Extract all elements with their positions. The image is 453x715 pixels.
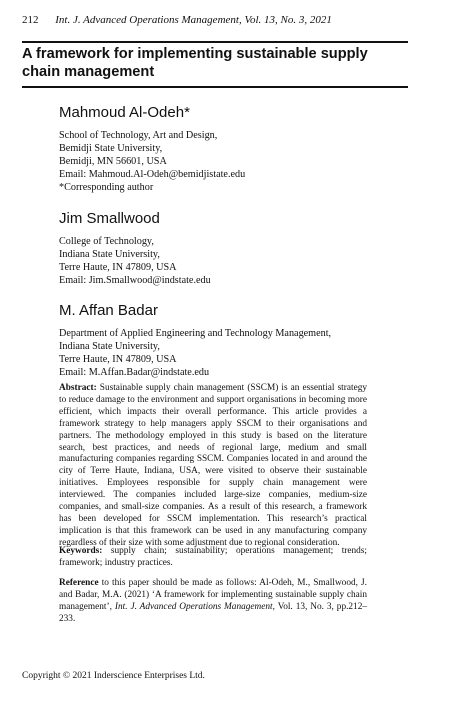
keywords	[59, 546, 367, 570]
title-rule-bottom	[22, 86, 408, 88]
title-rule-top	[22, 41, 408, 43]
affiliation-line: Department of Applied Engineering and Technology Management,	[59, 328, 332, 339]
affiliation-line: Terre Haute, IN 47809, USA	[59, 354, 177, 365]
affiliation-line: Bemidji State University,	[59, 143, 163, 154]
affiliation-line: Bemidji, MN 56601, USA	[59, 156, 167, 167]
keywords-text: supply chain; sustainability; operations management; trends; framework; industry practices.	[59, 546, 368, 568]
paper-title	[22, 46, 408, 81]
author-block-3	[59, 302, 379, 379]
keywords-label: Keywords:	[59, 546, 103, 556]
affiliation-line: Terre Haute, IN 47809, USA	[59, 262, 177, 273]
page-number: 212	[22, 14, 39, 26]
copyright: Copyright © 2021 Inderscience Enterprises Ltd.	[22, 671, 205, 681]
paper-title-line-2: chain management	[22, 63, 155, 80]
affiliation-line: Indiana State University,	[59, 341, 160, 352]
affiliation-line: School of Technology, Art and Design,	[59, 130, 218, 141]
author-name: Mahmoud Al-Odeh*	[59, 104, 190, 121]
author-block-1	[59, 104, 379, 194]
paper-title-line-1: A framework for implementing sustainable supply	[22, 46, 368, 62]
reference	[59, 578, 367, 626]
author-email: Email: Jim.Smallwood@indstate.edu	[59, 275, 211, 286]
abstract-label: Abstract:	[59, 383, 97, 393]
abstract	[59, 383, 367, 550]
reference-text: to this paper should be made as follows: Al-Odeh, M., Smallwood, J. and Badar, M.A. (2021) ‘A framework for implementing sustainable supply chain management’,	[59, 578, 367, 612]
author-name: Jim Smallwood	[59, 210, 160, 227]
running-header	[22, 14, 332, 26]
reference-pages: , Vol. 13, No. 3, pp.212–233.	[59, 601, 368, 624]
author-name: M. Affan Badar	[59, 302, 158, 319]
reference-label: Reference	[59, 578, 99, 588]
author-block-2	[59, 210, 379, 287]
journal-citation: Int. J. Advanced Operations Management, Vol. 13, No. 3, 2021	[55, 14, 332, 26]
author-email: Email: Mahmoud.Al-Odeh@bemidjistate.edu	[59, 169, 246, 180]
corresponding-note: *Corresponding author	[59, 182, 154, 193]
affiliation-line: Indiana State University,	[59, 249, 160, 260]
abstract-text: Sustainable supply chain management (SSCM) is an essential strategy to reduce damage to the environment and support organisations in becoming more efficient, which impacts their overall performance. This article provides a framework strategy to help managers apply SSCM to their organisations and partners. The methodology employed in this study is based on the literature search, best practices, and needs of regional large, medium and small manufacturing companies regarding SSCM. Companies located in and around the city of Terre Haute, Indiana, USA, were visited to observe their sustainable initiatives. Employees responsible for supply chain management were interviewed. The companies included large-size companies, medium-size companies, and small-size companies. As a result of this research, a framework has been developed for SSCM implementation. This research’s practical implication is that this framework can be used in any manufacturing company regardless of their size with some adjustment due to regional consideration.	[59, 383, 367, 548]
affiliation-line: College of Technology,	[59, 236, 154, 247]
author-email: Email: M.Affan.Badar@indstate.edu	[59, 367, 210, 378]
reference-journal: Int. J. Advanced Operations Management	[114, 601, 273, 612]
